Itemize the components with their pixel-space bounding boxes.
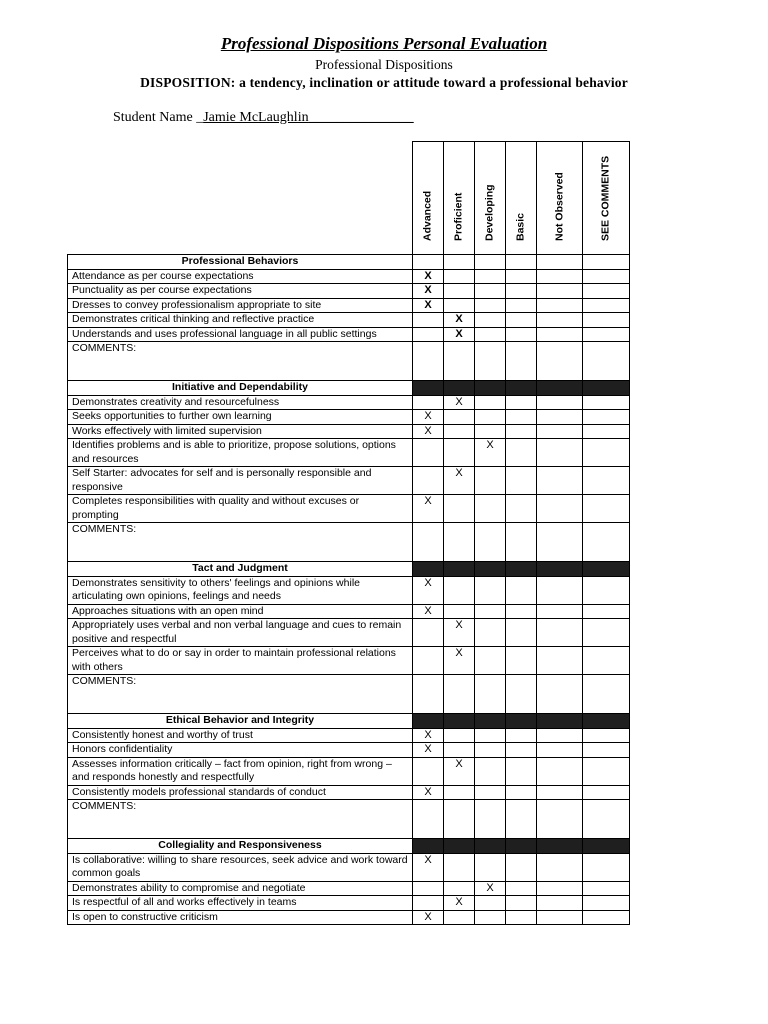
rating-cell bbox=[537, 298, 583, 313]
rating-mark: X bbox=[413, 853, 444, 881]
rating-cell bbox=[444, 785, 475, 800]
rating-cell bbox=[537, 881, 583, 896]
comments-cell bbox=[444, 675, 475, 714]
rating-mark: X bbox=[413, 495, 444, 523]
rating-cell bbox=[475, 298, 506, 313]
section-rating-cell bbox=[475, 255, 506, 270]
comments-cell bbox=[506, 342, 537, 381]
rating-mark: X bbox=[444, 896, 475, 911]
rating-cell bbox=[583, 410, 630, 425]
rating-cell bbox=[537, 576, 583, 604]
section-rating-cell bbox=[537, 839, 583, 854]
rating-cell bbox=[413, 467, 444, 495]
rating-cell bbox=[475, 467, 506, 495]
rating-cell bbox=[506, 576, 537, 604]
criterion-row bbox=[68, 467, 630, 495]
criterion-text: Approaches situations with an open mind bbox=[68, 604, 413, 619]
criterion-text: Seeks opportunities to further own learning bbox=[68, 410, 413, 425]
rating-cell bbox=[583, 576, 630, 604]
rating-mark: X bbox=[413, 410, 444, 425]
rating-cell bbox=[506, 619, 537, 647]
rating-cell bbox=[506, 743, 537, 758]
rating-cell bbox=[583, 728, 630, 743]
column-header-label: Not Observed bbox=[552, 171, 565, 241]
section-rating-cell bbox=[413, 562, 444, 577]
rating-mark: X bbox=[444, 313, 475, 328]
criterion-row bbox=[68, 495, 630, 523]
criterion-row bbox=[68, 269, 630, 284]
rating-cell bbox=[475, 327, 506, 342]
column-header-label: Basic bbox=[514, 212, 527, 241]
rating-cell bbox=[444, 576, 475, 604]
rating-mark: X bbox=[413, 269, 444, 284]
rating-cell bbox=[413, 881, 444, 896]
rating-cell bbox=[506, 269, 537, 284]
rating-cell bbox=[475, 910, 506, 925]
section-rating-cell bbox=[583, 714, 630, 729]
comments-cell bbox=[583, 523, 630, 562]
criterion-text: Consistently honest and worthy of trust bbox=[68, 728, 413, 743]
rating-cell bbox=[475, 728, 506, 743]
rating-mark: X bbox=[413, 728, 444, 743]
comments-cell bbox=[537, 342, 583, 381]
rating-cell bbox=[444, 410, 475, 425]
document-subtitle: Professional Dispositions bbox=[315, 57, 453, 72]
rating-cell bbox=[475, 313, 506, 328]
rating-mark: X bbox=[413, 604, 444, 619]
rating-cell bbox=[583, 395, 630, 410]
criterion-text: Self Starter: advocates for self and is personally responsible and responsive bbox=[68, 467, 413, 495]
comments-cell bbox=[475, 523, 506, 562]
rating-cell bbox=[537, 327, 583, 342]
section-title: Ethical Behavior and Integrity bbox=[68, 714, 413, 729]
criterion-row bbox=[68, 604, 630, 619]
rating-cell bbox=[583, 910, 630, 925]
section-rating-cell bbox=[583, 255, 630, 270]
section-rating-cell bbox=[413, 839, 444, 854]
comments-cell bbox=[413, 675, 444, 714]
criterion-text: Assesses information critically – fact from opinion, right from wrong – and responds honestly and respectfully bbox=[68, 757, 413, 785]
rating-cell bbox=[537, 269, 583, 284]
criterion-text: Perceives what to do or say in order to maintain professional relations with others bbox=[68, 647, 413, 675]
comments-label: COMMENTS: bbox=[68, 342, 413, 381]
comments-cell bbox=[537, 675, 583, 714]
student-name-underline: _______________ bbox=[308, 110, 414, 125]
criterion-text: Demonstrates creativity and resourcefulness bbox=[68, 395, 413, 410]
section-rating-cell bbox=[444, 714, 475, 729]
section-title: Tact and Judgment bbox=[68, 562, 413, 577]
rating-cell bbox=[537, 410, 583, 425]
section-rating-cell bbox=[506, 714, 537, 729]
criterion-text: Punctuality as per course expectations bbox=[68, 284, 413, 299]
rating-mark: X bbox=[444, 327, 475, 342]
section-header-row bbox=[68, 714, 630, 729]
section-rating-cell bbox=[506, 562, 537, 577]
rating-cell bbox=[537, 619, 583, 647]
section-rating-cell bbox=[537, 381, 583, 396]
rating-cell bbox=[413, 757, 444, 785]
criterion-text: Demonstrates ability to compromise and negotiate bbox=[68, 881, 413, 896]
rating-cell bbox=[475, 853, 506, 881]
criterion-row bbox=[68, 284, 630, 299]
section-rating-cell bbox=[506, 381, 537, 396]
rating-cell bbox=[444, 298, 475, 313]
comments-cell bbox=[475, 342, 506, 381]
rating-cell bbox=[444, 910, 475, 925]
comments-cell bbox=[537, 523, 583, 562]
comments-label: COMMENTS: bbox=[68, 675, 413, 714]
rating-cell bbox=[506, 395, 537, 410]
criterion-row bbox=[68, 743, 630, 758]
criterion-text: Identifies problems and is able to prioritize, propose solutions, options and resources bbox=[68, 439, 413, 467]
comments-cell bbox=[413, 800, 444, 839]
comments-row bbox=[68, 675, 630, 714]
section-rating-cell bbox=[475, 839, 506, 854]
criterion-row bbox=[68, 619, 630, 647]
column-header-label: Proficient bbox=[452, 192, 465, 241]
criterion-text: Works effectively with limited supervision bbox=[68, 424, 413, 439]
rating-cell bbox=[413, 327, 444, 342]
rating-cell bbox=[444, 495, 475, 523]
comments-cell bbox=[475, 675, 506, 714]
rating-cell bbox=[506, 313, 537, 328]
rating-cell bbox=[583, 619, 630, 647]
comments-cell bbox=[506, 675, 537, 714]
comments-cell bbox=[583, 342, 630, 381]
comments-cell bbox=[583, 675, 630, 714]
criterion-text: Consistently models professional standards of conduct bbox=[68, 785, 413, 800]
comments-cell bbox=[506, 523, 537, 562]
criterion-row bbox=[68, 757, 630, 785]
section-rating-cell bbox=[583, 381, 630, 396]
criterion-text: Appropriately uses verbal and non verbal language and cues to remain positive and respectful bbox=[68, 619, 413, 647]
rating-cell bbox=[506, 604, 537, 619]
rating-cell bbox=[475, 604, 506, 619]
rating-cell bbox=[537, 604, 583, 619]
rating-header-row bbox=[68, 142, 630, 255]
column-header-label: SEE COMMENTS bbox=[599, 155, 612, 241]
rating-cell bbox=[444, 284, 475, 299]
rating-cell bbox=[583, 896, 630, 911]
rating-cell bbox=[583, 313, 630, 328]
column-header-advanced bbox=[413, 142, 444, 255]
section-title: Initiative and Dependability bbox=[68, 381, 413, 396]
rating-mark: X bbox=[413, 298, 444, 313]
rating-cell bbox=[506, 439, 537, 467]
rating-cell bbox=[413, 619, 444, 647]
rating-cell bbox=[506, 853, 537, 881]
rating-mark: X bbox=[413, 743, 444, 758]
comments-label: COMMENTS: bbox=[68, 800, 413, 839]
student-name-value: Jamie McLaughlin bbox=[203, 110, 309, 125]
rating-cell bbox=[475, 495, 506, 523]
rating-cell bbox=[537, 284, 583, 299]
criterion-text: Understands and uses professional language in all public settings bbox=[68, 327, 413, 342]
rating-cell bbox=[583, 604, 630, 619]
rating-cell bbox=[537, 853, 583, 881]
rating-cell bbox=[475, 757, 506, 785]
comments-cell bbox=[537, 800, 583, 839]
rating-cell bbox=[506, 910, 537, 925]
rating-cell bbox=[413, 439, 444, 467]
criterion-row bbox=[68, 327, 630, 342]
comments-row bbox=[68, 523, 630, 562]
column-header-not-observed bbox=[537, 142, 583, 255]
criterion-row bbox=[68, 424, 630, 439]
criterion-row bbox=[68, 910, 630, 925]
rating-cell bbox=[537, 910, 583, 925]
rating-cell bbox=[475, 647, 506, 675]
section-rating-cell bbox=[506, 255, 537, 270]
rating-cell bbox=[537, 785, 583, 800]
disposition-definition: DISPOSITION: a tendency, inclination or attitude toward a professional behavior bbox=[140, 75, 628, 90]
rating-cell bbox=[583, 298, 630, 313]
section-header-row bbox=[68, 255, 630, 270]
rating-cell bbox=[506, 410, 537, 425]
section-rating-cell bbox=[413, 255, 444, 270]
comments-cell bbox=[444, 523, 475, 562]
rating-cell bbox=[537, 728, 583, 743]
rating-cell bbox=[475, 896, 506, 911]
rating-cell bbox=[583, 284, 630, 299]
student-name-line bbox=[113, 110, 414, 126]
section-header-row bbox=[68, 839, 630, 854]
criterion-row bbox=[68, 785, 630, 800]
rating-mark: X bbox=[413, 284, 444, 299]
column-header-proficient bbox=[444, 142, 475, 255]
rating-cell bbox=[444, 269, 475, 284]
section-rating-cell bbox=[537, 255, 583, 270]
rating-cell bbox=[537, 424, 583, 439]
rating-cell bbox=[537, 757, 583, 785]
criterion-text: Is open to constructive criticism bbox=[68, 910, 413, 925]
rating-mark: X bbox=[413, 424, 444, 439]
rating-cell bbox=[583, 881, 630, 896]
rating-cell bbox=[583, 757, 630, 785]
section-rating-cell bbox=[475, 562, 506, 577]
column-header-developing bbox=[475, 142, 506, 255]
column-header-see-comments bbox=[583, 142, 630, 255]
rating-cell bbox=[506, 467, 537, 495]
column-header-basic bbox=[506, 142, 537, 255]
section-rating-cell bbox=[413, 714, 444, 729]
rating-cell bbox=[583, 853, 630, 881]
column-header-label: Advanced bbox=[421, 190, 434, 241]
rating-cell bbox=[537, 467, 583, 495]
rating-cell bbox=[583, 467, 630, 495]
rating-cell bbox=[413, 395, 444, 410]
rating-mark: X bbox=[413, 910, 444, 925]
section-rating-cell bbox=[537, 562, 583, 577]
section-rating-cell bbox=[413, 381, 444, 396]
criterion-row bbox=[68, 896, 630, 911]
rating-cell bbox=[506, 896, 537, 911]
rating-cell bbox=[444, 743, 475, 758]
rating-cell bbox=[444, 728, 475, 743]
rating-cell bbox=[475, 284, 506, 299]
rating-mark: X bbox=[413, 576, 444, 604]
rating-mark: X bbox=[444, 467, 475, 495]
section-title: Professional Behaviors bbox=[68, 255, 413, 270]
criterion-row bbox=[68, 576, 630, 604]
comments-cell bbox=[413, 342, 444, 381]
criterion-text: Is respectful of all and works effectively in teams bbox=[68, 896, 413, 911]
criterion-text: Demonstrates critical thinking and reflective practice bbox=[68, 313, 413, 328]
rating-cell bbox=[413, 313, 444, 328]
comments-label: COMMENTS: bbox=[68, 523, 413, 562]
rating-cell bbox=[475, 743, 506, 758]
rating-cell bbox=[413, 896, 444, 911]
rating-mark: X bbox=[475, 881, 506, 896]
criterion-row bbox=[68, 728, 630, 743]
rating-cell bbox=[444, 424, 475, 439]
criterion-text: Completes responsibilities with quality and without excuses or prompting bbox=[68, 495, 413, 523]
criterion-row bbox=[68, 298, 630, 313]
rating-cell bbox=[537, 647, 583, 675]
comments-cell bbox=[475, 800, 506, 839]
comments-row bbox=[68, 342, 630, 381]
section-rating-cell bbox=[583, 839, 630, 854]
rating-cell bbox=[413, 647, 444, 675]
rating-cell bbox=[537, 896, 583, 911]
rating-cell bbox=[583, 269, 630, 284]
rating-cell bbox=[537, 439, 583, 467]
section-rating-cell bbox=[444, 255, 475, 270]
rating-cell bbox=[475, 619, 506, 647]
rating-cell bbox=[506, 327, 537, 342]
rating-cell bbox=[583, 647, 630, 675]
rating-cell bbox=[506, 284, 537, 299]
rating-cell bbox=[506, 881, 537, 896]
rating-mark: X bbox=[475, 439, 506, 467]
rating-cell bbox=[506, 298, 537, 313]
header-blank-cell bbox=[68, 142, 413, 255]
rating-cell bbox=[537, 313, 583, 328]
criterion-text: Is collaborative: willing to share resources, seek advice and work toward common goals bbox=[68, 853, 413, 881]
rating-cell bbox=[506, 757, 537, 785]
section-rating-cell bbox=[444, 839, 475, 854]
section-rating-cell bbox=[537, 714, 583, 729]
criterion-row bbox=[68, 881, 630, 896]
section-header-row bbox=[68, 562, 630, 577]
criterion-row bbox=[68, 853, 630, 881]
rating-cell bbox=[583, 439, 630, 467]
rating-cell bbox=[583, 495, 630, 523]
criterion-row bbox=[68, 647, 630, 675]
section-title: Collegiality and Responsiveness bbox=[68, 839, 413, 854]
rating-cell bbox=[444, 439, 475, 467]
section-rating-cell bbox=[444, 381, 475, 396]
comments-row bbox=[68, 800, 630, 839]
comments-cell bbox=[506, 800, 537, 839]
section-rating-cell bbox=[475, 381, 506, 396]
rating-cell bbox=[583, 424, 630, 439]
rating-cell bbox=[583, 785, 630, 800]
rating-cell bbox=[583, 743, 630, 758]
rating-mark: X bbox=[444, 395, 475, 410]
criterion-row bbox=[68, 313, 630, 328]
rating-cell bbox=[475, 576, 506, 604]
criterion-row bbox=[68, 410, 630, 425]
rating-cell bbox=[475, 424, 506, 439]
section-rating-cell bbox=[475, 714, 506, 729]
criterion-row bbox=[68, 439, 630, 467]
rating-cell bbox=[506, 424, 537, 439]
rating-mark: X bbox=[444, 619, 475, 647]
evaluation-table-body bbox=[68, 142, 630, 925]
rating-cell bbox=[506, 785, 537, 800]
rating-cell bbox=[537, 743, 583, 758]
rating-cell bbox=[475, 269, 506, 284]
rating-cell bbox=[444, 604, 475, 619]
comments-cell bbox=[444, 800, 475, 839]
section-rating-cell bbox=[444, 562, 475, 577]
comments-cell bbox=[413, 523, 444, 562]
criterion-text: Demonstrates sensitivity to others' feelings and opinions while articulating own opinions, feelings and needs bbox=[68, 576, 413, 604]
criterion-text: Honors confidentiality bbox=[68, 743, 413, 758]
rating-cell bbox=[583, 327, 630, 342]
rating-cell bbox=[537, 495, 583, 523]
rating-cell bbox=[475, 410, 506, 425]
comments-cell bbox=[444, 342, 475, 381]
rating-cell bbox=[506, 728, 537, 743]
rating-mark: X bbox=[444, 647, 475, 675]
rating-cell bbox=[537, 395, 583, 410]
section-rating-cell bbox=[583, 562, 630, 577]
column-header-label: Developing bbox=[483, 183, 496, 241]
rating-cell bbox=[475, 785, 506, 800]
rating-cell bbox=[506, 495, 537, 523]
criterion-row bbox=[68, 395, 630, 410]
rating-mark: X bbox=[413, 785, 444, 800]
rating-cell bbox=[506, 647, 537, 675]
rating-mark: X bbox=[444, 757, 475, 785]
comments-cell bbox=[583, 800, 630, 839]
criterion-text: Attendance as per course expectations bbox=[68, 269, 413, 284]
evaluation-table bbox=[67, 141, 630, 925]
rating-cell bbox=[444, 881, 475, 896]
document-title: Professional Dispositions Personal Evaluation bbox=[220, 34, 548, 53]
student-name-label: Student Name _ bbox=[113, 110, 204, 125]
criterion-text: Dresses to convey professionalism appropriate to site bbox=[68, 298, 413, 313]
rating-cell bbox=[444, 853, 475, 881]
section-header-row bbox=[68, 381, 630, 396]
section-rating-cell bbox=[506, 839, 537, 854]
rating-cell bbox=[475, 395, 506, 410]
